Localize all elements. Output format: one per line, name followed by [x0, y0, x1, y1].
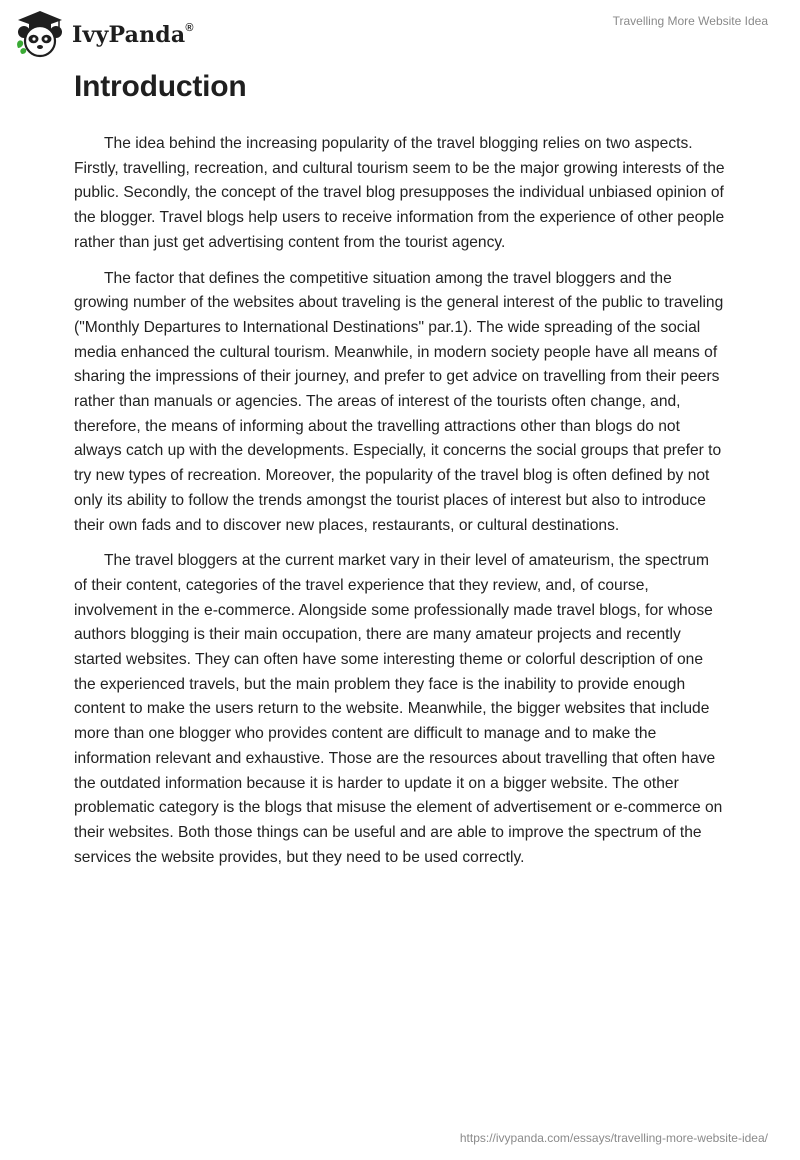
section-heading: Introduction — [74, 70, 247, 103]
source-url[interactable]: https://ivypanda.com/essays/travelling-more-website-idea/ — [459, 1131, 768, 1145]
paragraph-3: The travel bloggers at the current market vary in their level of amateurism, the spectrum of their content, categories of the travel experience that they review, and, of course, involvement in the e-commerce. Alongside some professionally made travel blogs, for whose authors blogging is their main occupation, there are many amateur projects and recently started websites. They can often have some interesting theme or colorful description of one the experienced travels, but the main problem they face is the inability to provide enough content to make the users return to the website. Meanwhile, the bigger websites that include more than one blogger who provides content are difficult to manage and to make the information relevant and exhaustive. Those are the resources about travelling that often have the outdated information because it is harder to update it on a bigger website. The other problematic category is the blogs that misuse the element of advertisement or e-commerce on their websites. Both those things can be useful and are able to improve the spectrum of the services the website provides, but they need to be used correctly. — [74, 552, 723, 866]
registered-mark: ® — [185, 21, 194, 34]
panda-graduate-icon — [14, 8, 66, 58]
paragraph-2: The factor that defines the competitive situation among the travel bloggers and the growing number of the websites about traveling is the general interest of the public to traveling ("Monthly Departures to International Destinations" par.1). The wide spreading of the social media enhanced the cultural tourism. Meanwhile, in modern society people have all means of sharing the impressions of their journey, and prefer to get advice on travelling from their peers rather than manuals or agencies. The areas of interest of the tourists often change, and, therefore, the means of informing about the travelling attractions other than blogs do not always catch up with the developments. Especially, it concerns the social groups that prefer to try new types of recreation. Moreover, the popularity of the travel blog is often defined by not only its ability to follow the trends amongst the tourist places of interest but also to introduce their own fads and to discover new places, restaurants, or cultural destinations. — [74, 269, 724, 534]
paragraph-1: The idea behind the increasing popularity of the travel blogging relies on two aspects. Firstly, travelling, recreation, and cultural tourism seem to be the major growing interests of the public. Secondly, the concept of the travel blog presupposes the individual unbiased opinion of the blogger. Travel blogs help users to receive information from the experience of other people rather than just get advertising content from the tourist agency. — [74, 135, 725, 251]
brand-name: IvyPanda® — [72, 21, 194, 48]
brand-logo[interactable] — [14, 8, 194, 58]
page-header — [0, 0, 800, 64]
document-title: Travelling More Website Idea — [612, 14, 768, 28]
article-body — [74, 132, 726, 881]
